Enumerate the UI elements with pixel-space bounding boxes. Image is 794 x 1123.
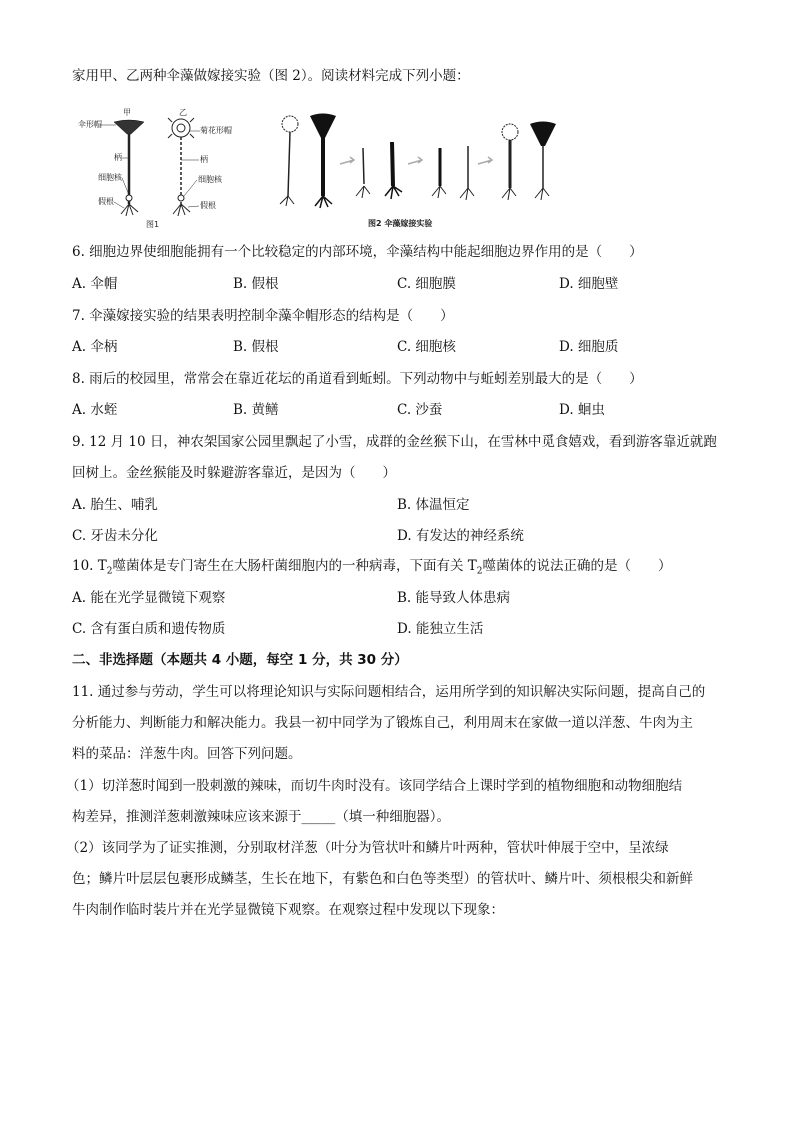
- figure-2-grafting-experiment: [268, 106, 568, 232]
- q11-sub1-line-2: 构差异，推测洋葱刺激辣味应该来源于_____（填一种细胞器）。: [72, 809, 450, 825]
- q11-sub2-line-1: （2）该同学为了证实推测，分别取材洋葱（叶分为管状叶和鳞片叶两种，管状叶伸展于空中，呈浓绿: [66, 840, 669, 856]
- q10-option-b: B. 能导致人体患病: [397, 590, 511, 606]
- figure-1-acetabularia-diagram: [76, 100, 236, 232]
- q6-stem: 6. 细胞边界使细胞能拥有一个比较稳定的内部环境，伞藻结构中能起细胞边界作用的是（ ）: [72, 244, 643, 260]
- q9-option-d: D. 有发达的神经系统: [397, 528, 524, 544]
- q10-sub-1: 2: [106, 566, 113, 577]
- q10-stem: [72, 556, 672, 582]
- q10-sub-2: 2: [476, 566, 483, 577]
- q7-option-c: C. 细胞核: [397, 339, 456, 355]
- q8-stem: 8. 雨后的校园里，常常会在靠近花坛的甬道看到蚯蚓。下列动物中与蚯蚓差别最大的是（ ）: [72, 371, 643, 387]
- label-nucleus-left: 细胞核: [98, 173, 122, 182]
- q6-option-d: D. 细胞壁: [559, 276, 619, 292]
- q8-option-b: B. 黄鳝: [233, 402, 279, 418]
- q10-option-a: A. 能在光学显微镜下观察: [72, 590, 226, 606]
- q11-paragraph-line-2: 分析能力、判断能力和解决能力。我县一初中同学为了锻炼自己，利用周末在家做一道以洋葱、牛肉为主: [72, 715, 693, 731]
- label-rhizoid-left: 假根: [98, 197, 114, 206]
- figure-2-caption: 图2 伞藻嫁接实验: [368, 219, 433, 228]
- label-nucleus-right: 细胞核: [198, 175, 222, 184]
- intro-text: 家用甲、乙两种伞藻做嫁接实验（图 2）。阅读材料完成下列小题：: [72, 68, 470, 84]
- label-stalk-left: 柄: [114, 153, 122, 162]
- q8-option-a: A. 水蛭: [72, 402, 118, 418]
- q9-option-a: A. 胎生、哺乳: [72, 497, 158, 513]
- q11-paragraph-line-3: 料的菜品：洋葱牛肉。回答下列问题。: [72, 746, 302, 762]
- q10-option-c: C. 含有蛋白质和遗传物质: [72, 621, 226, 637]
- q8-option-c: C. 沙蚕: [397, 402, 443, 418]
- q7-option-d: D. 细胞质: [559, 339, 619, 355]
- q6-option-b: B. 假根: [233, 276, 279, 292]
- q11-sub2-line-2: 色；鳞片叶层层包裹形成鳞茎，生长在地下，有紫色和白色等类型）的管状叶、鳞片叶、须根根尖和新鲜: [72, 871, 693, 887]
- q11-sub1-line-1: （1）切洋葱时闻到一股刺激的辣味，而切牛肉时没有。该同学结合上课时学到的植物细胞和动物细胞结: [66, 778, 683, 794]
- q9-option-b: B. 体温恒定: [397, 497, 470, 513]
- q11-paragraph-line-1: 11. 通过参与劳动，学生可以将理论知识与实际问题相结合，运用所学到的知识解决实际问题，提高自己的: [72, 684, 706, 700]
- q9-stem-line-1: 9. 12 月 10 日，神农架国家公园里飘起了小雪，成群的金丝猴下山，在雪林中觅食嬉戏，看到游客靠近就跑: [72, 434, 717, 450]
- q7-stem: 7. 伞藻嫁接实验的结果表明控制伞藻伞帽形态的结构是（ ）: [72, 308, 454, 324]
- q10-option-d: D. 能独立生活: [397, 621, 484, 637]
- q8-option-d: D. 蛔虫: [559, 402, 605, 418]
- q10-stem-b: 噬菌体是专门寄生在大肠杆菌细胞内的一种病毒，下面有关 T: [112, 558, 477, 574]
- label-yi: 乙: [179, 108, 187, 117]
- q6-option-a: A. 伞帽: [72, 276, 118, 292]
- label-cap: 伞形帽: [78, 120, 102, 129]
- q6-option-c: C. 细胞膜: [397, 276, 456, 292]
- q10-stem-a: 10. T: [72, 558, 107, 574]
- q7-option-b: B. 假根: [233, 339, 279, 355]
- label-stalk-right: 柄: [200, 155, 208, 164]
- q9-stem-line-2: 回树上。金丝猴能及时躲避游客靠近，是因为（ ）: [72, 465, 396, 481]
- figure-1-caption: 图1: [146, 220, 160, 229]
- section-2-heading: 二、非选择题（本题共 4 小题，每空 1 分，共 30 分）: [72, 652, 408, 668]
- q7-option-a: A. 伞柄: [72, 339, 118, 355]
- q11-sub2-line-3: 牛肉制作临时装片并在光学显微镜下观察。在观察过程中发现以下现象：: [72, 902, 504, 918]
- label-rhizoid-right: 假根: [200, 201, 216, 210]
- label-chrys-cap: 菊花形帽: [200, 126, 232, 135]
- q9-option-c: C. 牙齿未分化: [72, 528, 158, 544]
- q10-stem-c: 噬菌体的说法正确的是（ ）: [482, 558, 672, 574]
- label-jia: 甲: [123, 108, 131, 117]
